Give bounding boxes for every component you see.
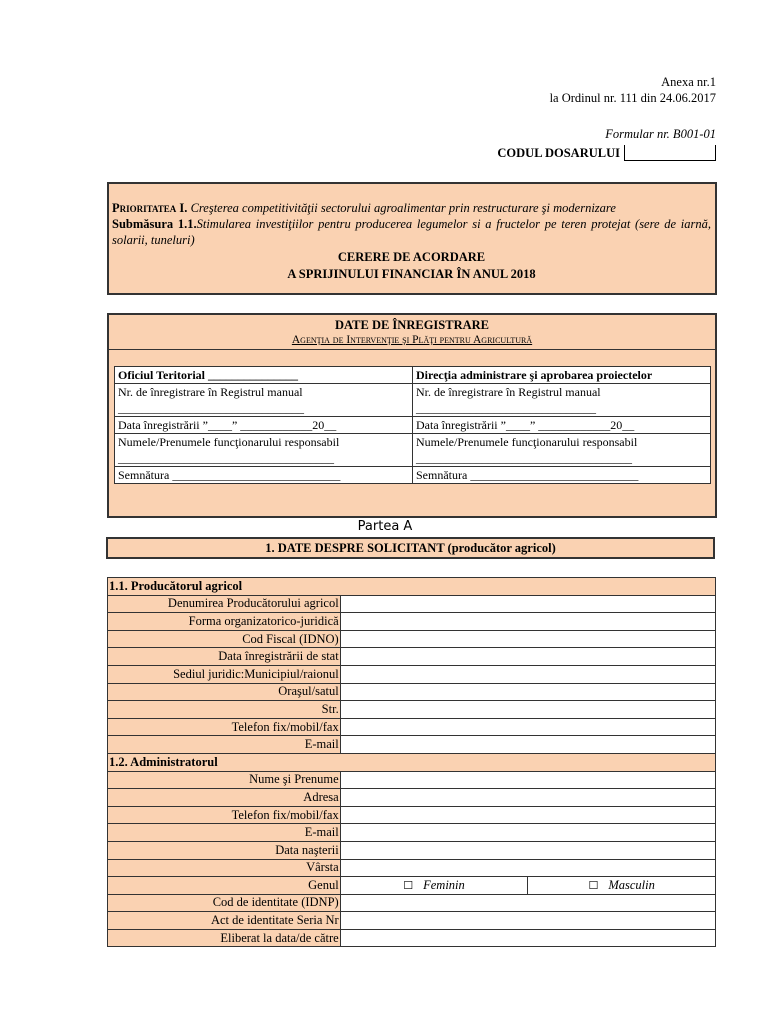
field-label-forma-organizatorico-juridica: Forma organizatorico-juridică (108, 613, 341, 631)
form-row (108, 613, 716, 631)
prioritatea-text: Creşterea competitivităţii sectorului agroalimentar prin restructurare şi modernizare (190, 201, 616, 215)
directia-header: Direcţia administrare şi aprobarea proiectelor (413, 367, 711, 384)
field-input-forma-organizatorico-juridica[interactable] (340, 613, 715, 631)
left-data-cell[interactable]: Data înregistrării ”____” ____________20__ (115, 417, 413, 434)
left-nr-label: Nr. de înregistrare în Registrul manual (118, 385, 303, 399)
form-row (108, 789, 716, 807)
form-row (108, 736, 716, 754)
priority-box (107, 182, 717, 295)
field-input-telefon-fix-mobil-fax[interactable] (340, 718, 715, 736)
field-input-data-nasterii[interactable] (340, 841, 715, 859)
gender-option-feminin[interactable] (340, 877, 528, 895)
field-input-varsta[interactable] (340, 859, 715, 877)
field-input-act-de-identitate-seria-nr[interactable] (340, 912, 715, 930)
anexa-label: Anexa nr.1 (661, 75, 716, 89)
formular-number: Formular nr. B001-01 (605, 127, 716, 141)
field-input-cod-fiscal-idno[interactable] (340, 630, 715, 648)
applicant-form (107, 577, 716, 947)
form-row (108, 701, 716, 719)
section-producator-title-row (108, 578, 716, 596)
form-row (108, 894, 716, 912)
form-row (108, 665, 716, 683)
section1-title: 1. DATE DESPRE SOLICITANT (producător agricol) (106, 537, 715, 559)
codul-input-field[interactable] (624, 145, 716, 161)
field-label-denumirea-producatorului-agricol: Denumirea Producătorului agricol (108, 595, 341, 613)
right-nr-line: ______________________________ (416, 401, 596, 415)
field-label-e-mail: E-mail (108, 736, 341, 754)
form-row (108, 929, 716, 947)
field-input-sediul-juridic-municipiul-raionul[interactable] (340, 665, 715, 683)
field-input-str[interactable] (340, 701, 715, 719)
cerere-title-line1: CERERE DE ACORDARE (337, 250, 486, 264)
codul-label: CODUL DOSARULUI (497, 146, 620, 160)
field-label-cod-de-identitate-idnp: Cod de identitate (IDNP) (108, 894, 341, 912)
field-input-data-inregistrarii-de-stat[interactable] (340, 648, 715, 666)
field-label-str: Str. (108, 701, 341, 719)
submasura-label: Submăsura 1.1. (112, 217, 197, 231)
divider (109, 349, 715, 350)
codul-dosarului (497, 145, 716, 161)
registration-title: DATE DE ÎNREGISTRARE (335, 318, 489, 332)
left-numele-line: ____________________________________ (118, 451, 334, 465)
right-data-cell[interactable]: Data înregistrării ”____” ____________20__ (413, 417, 711, 434)
checkbox-icon[interactable]: ☐ (588, 878, 599, 892)
field-input-telefon-fix-mobil-fax[interactable] (340, 806, 715, 824)
field-input-e-mail[interactable] (340, 736, 715, 754)
form-row (108, 771, 716, 789)
field-label-varsta: Vârsta (108, 859, 341, 877)
gender-label-feminin: Feminin (423, 877, 465, 892)
agency-name: Agenţia de Intervenţie şi Plăţi pentru Agricultură (291, 334, 533, 346)
form-row-genul (108, 877, 716, 895)
right-semnatura-cell[interactable]: Semnătura ____________________________ (413, 467, 711, 484)
field-label-adresa: Adresa (108, 789, 341, 807)
form-row (108, 806, 716, 824)
field-label-telefon-fix-mobil-fax: Telefon fix/mobil/fax (108, 806, 341, 824)
left-nr-line: _______________________________ (118, 401, 304, 415)
form-row (108, 718, 716, 736)
field-label-nume-si-prenume: Nume şi Prenume (108, 771, 341, 789)
field-input-adresa[interactable] (340, 789, 715, 807)
submasura-text: Stimularea investiţiilor pentru producerea legumelor si a fructelor pe teren protejat (sere de iarnă, solarii, tuneluri) (112, 217, 711, 247)
ordin-label: la Ordinul nr. 111 din 24.06.2017 (549, 91, 716, 105)
right-numele-line: ____________________________________ (416, 451, 632, 465)
field-label-act-de-identitate-seria-nr: Act de identitate Seria Nr (108, 912, 341, 930)
field-label-cod-fiscal-idno: Cod Fiscal (IDNO) (108, 630, 341, 648)
annex-header (550, 74, 716, 106)
cerere-title-line2: A SPRIJINULUI FINANCIAR ÎN ANUL 2018 (287, 267, 536, 281)
form-row (108, 648, 716, 666)
right-nr-cell[interactable] (413, 384, 711, 417)
right-numele-cell[interactable] (413, 434, 711, 467)
form-row (108, 912, 716, 930)
prioritatea-label: Prioritatea I. (112, 201, 188, 215)
form-row (108, 630, 716, 648)
field-label-data-nasterii: Data naşterii (108, 841, 341, 859)
registration-table (114, 366, 711, 484)
form-row (108, 859, 716, 877)
left-numele-label: Numele/Prenumele funcţionarului responsabil (118, 435, 340, 449)
gender-option-masculin[interactable] (528, 877, 716, 895)
field-input-orasul-satul[interactable] (340, 683, 715, 701)
form-row (108, 595, 716, 613)
right-numele-label: Numele/Prenumele funcţionarului responsabil (416, 435, 638, 449)
gender-label-masculin: Masculin (608, 877, 655, 892)
oficiul-teritorial-header: Oficiul Teritorial _______________ (115, 367, 413, 384)
left-nr-cell[interactable] (115, 384, 413, 417)
field-label-eliberat-la-data-de-catre: Eliberat la data/de către (108, 929, 341, 947)
checkbox-icon[interactable]: ☐ (403, 878, 414, 892)
field-label-sediul-juridic-municipiul-raionul: Sediul juridic:Municipiul/raionul (108, 665, 341, 683)
field-input-denumirea-producatorului-agricol[interactable] (340, 595, 715, 613)
section-producator-title: 1.1. Producătorul agricol (108, 578, 716, 596)
right-nr-label: Nr. de înregistrare în Registrul manual (416, 385, 601, 399)
submasura-line (112, 216, 711, 248)
left-semnatura-cell[interactable]: Semnătura ____________________________ (115, 467, 413, 484)
field-input-cod-de-identitate-idnp[interactable] (340, 894, 715, 912)
field-label-orasul-satul: Oraşul/satul (108, 683, 341, 701)
prioritatea-line (112, 200, 711, 216)
field-label-data-inregistrarii-de-stat: Data înregistrării de stat (108, 648, 341, 666)
section-administrator-title-row (108, 753, 716, 771)
field-label-genul: Genul (108, 877, 341, 895)
field-input-e-mail[interactable] (340, 824, 715, 842)
partea-a-label: Partea A (357, 519, 413, 534)
left-numele-cell[interactable] (115, 434, 413, 467)
registration-box (107, 313, 717, 518)
field-label-telefon-fix-mobil-fax: Telefon fix/mobil/fax (108, 718, 341, 736)
section-administrator-title: 1.2. Administratorul (108, 753, 716, 771)
field-input-eliberat-la-data-de-catre[interactable] (340, 929, 715, 947)
field-label-e-mail: E-mail (108, 824, 341, 842)
form-row (108, 824, 716, 842)
form-row (108, 683, 716, 701)
form-row (108, 841, 716, 859)
field-input-nume-si-prenume[interactable] (340, 771, 715, 789)
